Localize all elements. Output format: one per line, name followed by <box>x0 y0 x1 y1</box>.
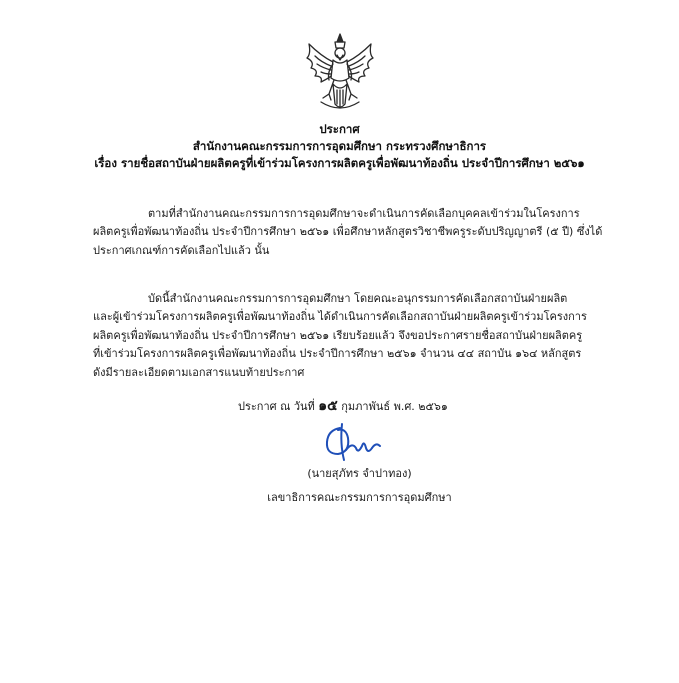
paragraph-line: และผู้เข้าร่วมโครงการผลิตครูเพื่อพัฒนาท้องถิ่น ได้ดำเนินการคัดเลือกสถาบันฝ่ายผลิตครูเข้าร่วมโครงการ <box>93 310 587 324</box>
signer-name: (นายสุภัทร จำปาทอง) <box>307 467 412 480</box>
paragraph-line: ผลิตครูเพื่อพัฒนาท้องถิ่น ประจำปีการศึกษา ๒๕๖๑ เพื่อศึกษาหลักสูตรวิชาชีพครูระดับปริญญาตรี (๕ ปี) ซึ่งได้ <box>93 225 603 239</box>
paragraph-line: ผลิตครูเพื่อพัฒนาท้องถิ่น ประจำปีการศึกษา ๒๕๖๑ เรียบร้อยแล้ว จึงขอประกาศรายชื่อสถาบันฝ่ายผลิตครู <box>93 328 583 342</box>
announcement-title: ประกาศ <box>319 122 360 136</box>
date-month-year: กุมภาพันธ์ พ.ศ. ๒๕๖๑ <box>341 400 448 413</box>
garuda-emblem-icon <box>301 32 379 114</box>
signer-title: เลขาธิการคณะกรรมการการอุดมศึกษา <box>267 491 452 504</box>
announcement-subject: เรื่อง รายชื่อสถาบันฝ่ายผลิตครูที่เข้าร่วมโครงการผลิตครูเพื่อพัฒนาท้องถิ่น ประจำปีการศึกษา ๒๕๖๑ <box>94 156 585 170</box>
agency-name: สำนักงานคณะกรรมการการอุดมศึกษา กระทรวงศึกษาธิการ <box>192 139 487 153</box>
announcement-date <box>238 397 448 416</box>
paragraph-line: ตามที่สำนักงานคณะกรรมการการอุดมศึกษาจะดำเนินการคัดเลือกบุคคลเข้าร่วมในโครงการ <box>148 207 580 220</box>
date-prefix: ประกาศ ณ วันที่ <box>238 400 315 413</box>
date-day: ๑๕ <box>318 398 338 414</box>
signature-icon <box>318 420 388 465</box>
paragraph-line: บัดนี้สำนักงานคณะกรรมการการอุดมศึกษา โดยคณะอนุกรรมการคัดเลือกสถาบันฝ่ายผลิต <box>148 292 568 305</box>
paragraph-line: ดังมีรายละเอียดตามเอกสารแนบท้ายประกาศ <box>93 365 305 379</box>
paragraph-line: ประกาศเกณฑ์การคัดเลือกไปแล้ว นั้น <box>93 243 270 257</box>
body-paragraph-1 <box>93 205 603 260</box>
body-paragraph-2 <box>93 290 603 382</box>
paragraph-line: ที่เข้าร่วมโครงการผลิตครูเพื่อพัฒนาท้องถิ่น ประจำปีการศึกษา ๒๕๖๑ จำนวน ๔๔ สถาบัน ๑๖๔ หลักสูตร <box>93 347 582 361</box>
